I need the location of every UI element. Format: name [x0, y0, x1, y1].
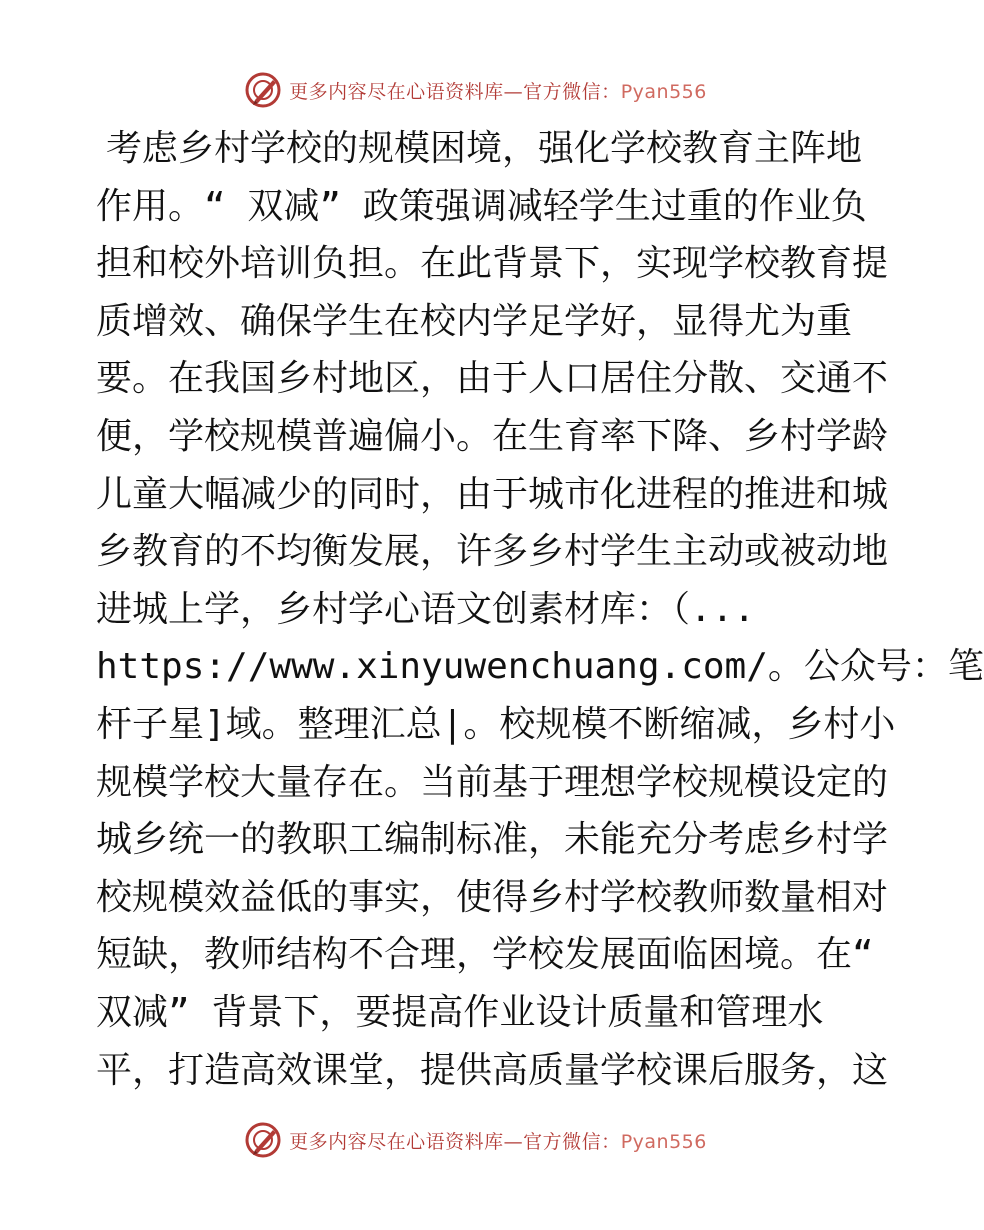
text-line: 平，打造高效课堂，提供高质量学校课后服务，这 — [96, 1049, 889, 1091]
text-line: 乡教育的不均衡发展，许多乡村学生主动或被动地 — [96, 531, 889, 573]
text-line: 担和校外培训负担。在此背景下，实现学校教育提 — [96, 243, 889, 285]
text-line: 进城上学，乡村学心语文创素材库：（... — [96, 588, 756, 630]
text-line: 规模学校大量存在。当前基于理想学校规模设定的 — [96, 761, 889, 803]
pen-logo-icon — [243, 1120, 283, 1160]
text-line: 校规模效益低的事实，使得乡村学校教师数量相对 — [96, 876, 889, 918]
pen-logo-icon — [243, 70, 283, 110]
banner-text — [289, 1127, 707, 1154]
text-line: https://www.xinyuwenchuang.com/。公众号：笔 — [96, 646, 984, 688]
text-line: 儿童大幅减少的同时，由于城市化进程的推进和城 — [96, 473, 889, 515]
banner-site-name: 更多内容尽在心语资料库 — [289, 1130, 504, 1153]
banner-wechat-label: 官方微信： — [523, 1130, 621, 1153]
text-line: 便，学校规模普遍偏小。在生育率下降、乡村学龄 — [96, 415, 889, 457]
banner-wechat-id: Pyan556 — [620, 1130, 707, 1153]
banner-site-name: 更多内容尽在心语资料库 — [289, 80, 504, 103]
document-body — [96, 120, 984, 1099]
banner-separator: — — [503, 1130, 524, 1153]
banner-separator: — — [503, 80, 524, 103]
text-line: 质增效、确保学生在校内学足学好，显得尤为重 — [96, 300, 853, 342]
banner-wechat-label: 官方微信： — [523, 80, 621, 103]
banner-text — [289, 77, 707, 104]
text-line: 要。在我国乡村地区，由于人口居住分散、交通不 — [96, 358, 889, 400]
text-line: 作用。“ 双减” 政策强调减轻学生过重的作业负 — [96, 185, 867, 227]
banner-wechat-id: Pyan556 — [620, 80, 707, 103]
text-line: 短缺，教师结构不合理，学校发展面临困境。在“ — [96, 934, 874, 976]
text-line: 双减” 背景下，要提高作业设计质量和管理水 — [96, 991, 824, 1033]
header-banner — [0, 68, 950, 112]
text-line: 考虑乡村学校的规模困境，强化学校教育主阵地 — [106, 128, 863, 169]
text-line: 城乡统一的教职工编制标准，未能充分考虑乡村学 — [96, 819, 889, 861]
text-line: 杆子星]域。整理汇总|。校规模不断缩减，乡村小 — [96, 703, 896, 745]
footer-banner — [0, 1118, 950, 1162]
